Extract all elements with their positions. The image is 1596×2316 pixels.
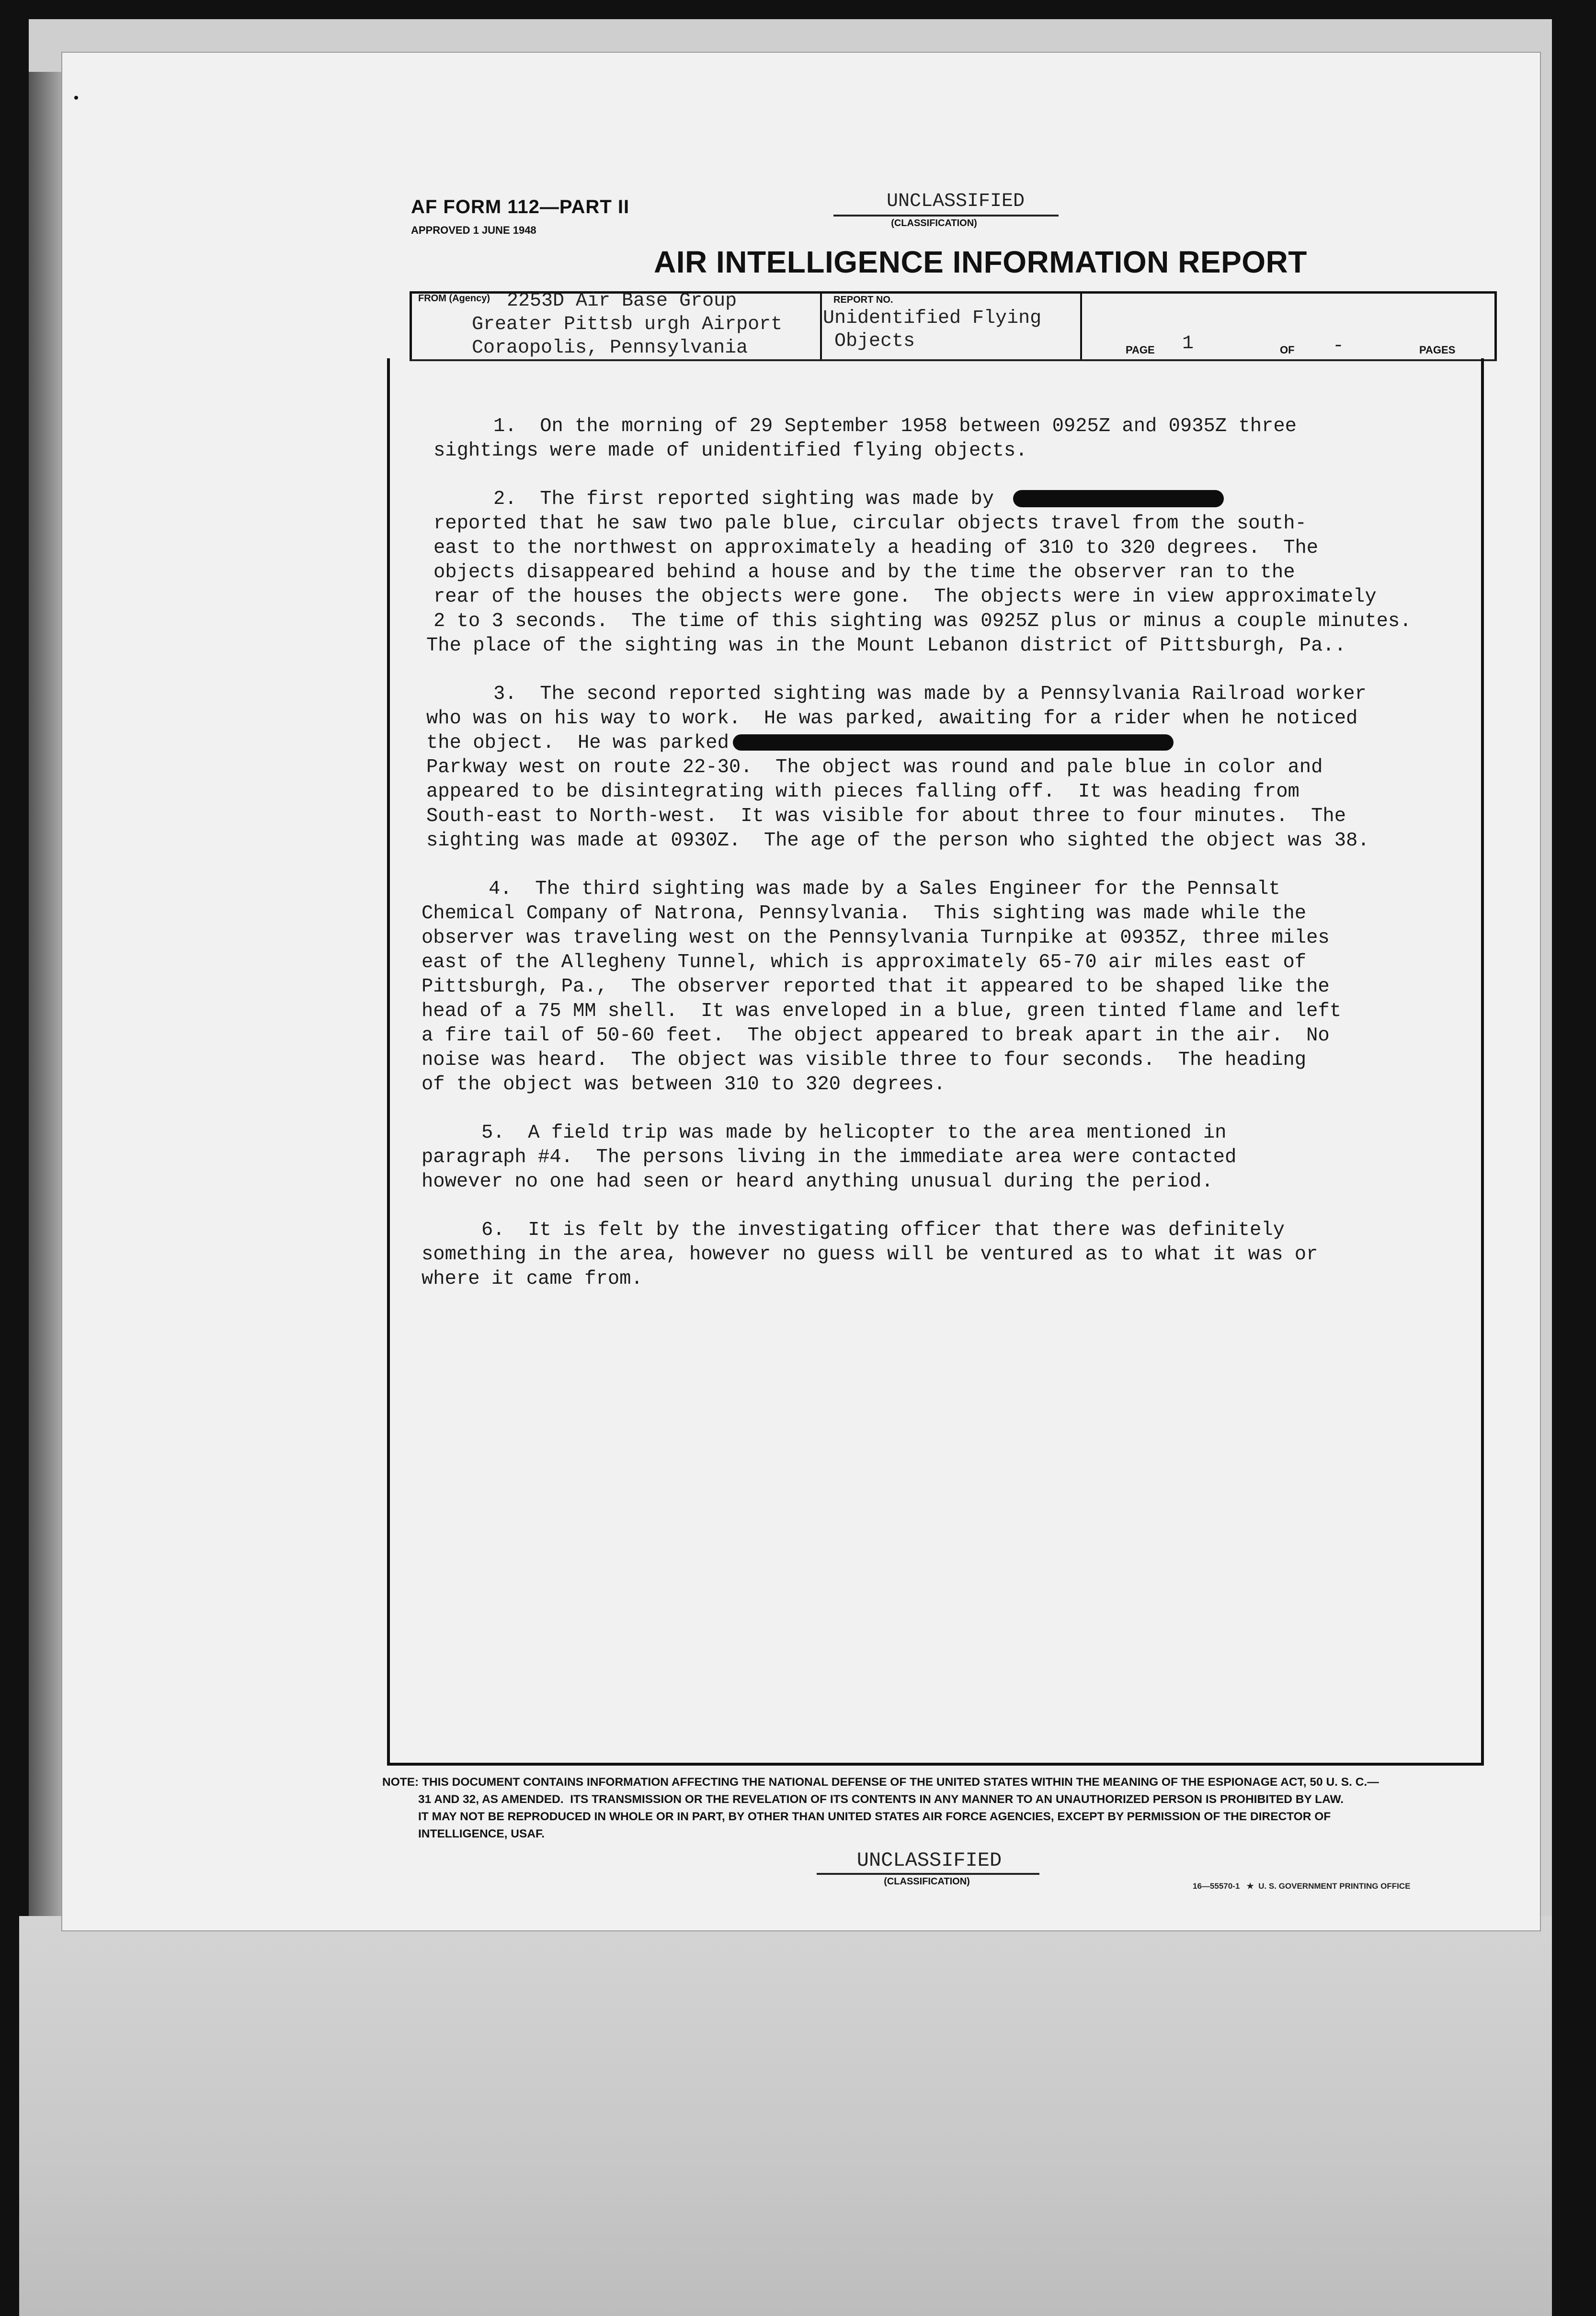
- text-line: of the object was between 310 to 320 degrees.: [422, 1073, 946, 1095]
- report-no-label: REPORT NO.: [833, 295, 893, 305]
- classification-bottom: UNCLASSIFIED: [856, 1849, 1002, 1872]
- note-line: NOTE: THIS DOCUMENT CONTAINS INFORMATION AFFECTING THE NATIONAL DEFENSE OF THE UNITED STATES WITHIN THE MEANING OF THE ESPIONAGE ACT, 50 U. S. C.—: [382, 1776, 1379, 1789]
- paragraph-4: [422, 877, 1475, 1097]
- redaction-bar: [1013, 490, 1224, 507]
- text-line: objects disappeared behind a house and by the time the observer ran to the: [433, 561, 1295, 583]
- text-line: 2. The first reported sighting was made by: [493, 488, 994, 510]
- text-line: 6. It is felt by the investigating officer that there was definitely: [481, 1219, 1285, 1241]
- note-line: IT MAY NOT BE REPRODUCED IN WHOLE OR IN PART, BY OTHER THAN UNITED STATES AIR FORCE AGENCIES, EXCEPT BY PERMISSION OF THE DIRECTOR OF: [418, 1810, 1331, 1823]
- gpo-imprint: 16—55570-1 ★ U. S. GOVERNMENT PRINTING OFFICE: [1193, 1882, 1411, 1891]
- text-line: Pittsburgh, Pa., The observer reported that it appeared to be shaped like the: [422, 976, 1330, 998]
- text-line: reported that he saw two pale blue, circular objects travel from the south-: [433, 513, 1307, 535]
- report-body: [422, 414, 1475, 1315]
- of-value: -: [1333, 335, 1345, 357]
- text-line: sightings were made of unidentified flying objects.: [433, 440, 1027, 462]
- subject-line: Unidentified Flying: [823, 308, 1042, 329]
- note-line: INTELLIGENCE, USAF.: [418, 1827, 545, 1840]
- scan-lower-plate: [19, 1916, 1552, 2316]
- from-label: FROM (Agency): [418, 293, 490, 304]
- classification-bottom-label: (CLASSIFICATION): [884, 1876, 970, 1887]
- form-id: AF FORM 112—PART II: [411, 196, 630, 217]
- classification-top-label: (CLASSIFICATION): [891, 218, 977, 228]
- paragraph-3: [422, 682, 1475, 853]
- classification-top: UNCLASSIFIED: [886, 191, 1025, 212]
- text-line: Parkway west on route 22-30. The object was round and pale blue in color and: [426, 756, 1323, 778]
- redaction-bar: [733, 734, 1174, 751]
- text-line: appeared to be disintegrating with pieces falling off. It was heading from: [426, 781, 1300, 803]
- paragraph-5: [422, 1121, 1475, 1194]
- header-divider: [1080, 292, 1082, 359]
- classification-top-rule: [833, 215, 1059, 217]
- text-line: noise was heard. The object was visible three to four seconds. The heading: [422, 1049, 1307, 1071]
- text-line: the object. He was parked: [426, 732, 729, 754]
- classification-bottom-rule: [817, 1873, 1039, 1875]
- pages-label: PAGES: [1419, 344, 1456, 356]
- text-line: a fire tail of 50-60 feet. The object appeared to break apart in the air. No: [422, 1025, 1330, 1047]
- from-line: 2253D Air Base Group: [507, 290, 737, 312]
- text-line: east of the Allegheny Tunnel, which is approximately 65-70 air miles east of: [422, 951, 1307, 973]
- paragraph-2: [422, 487, 1475, 658]
- paragraph-6: [422, 1218, 1475, 1291]
- text-line: east to the northwest on approximately a heading of 310 to 320 degrees. The: [433, 537, 1319, 559]
- text-line: The place of the sighting was in the Mount Lebanon district of Pittsburgh, Pa..: [426, 635, 1346, 657]
- from-line: Coraopolis, Pennsylvania: [472, 337, 748, 359]
- text-line: sighting was made at 0930Z. The age of the person who sighted the object was 38.: [426, 830, 1369, 852]
- subject-line: Objects: [834, 331, 915, 352]
- text-line: observer was traveling west on the Pennsylvania Turnpike at 0935Z, three miles: [422, 927, 1330, 949]
- text-line: something in the area, however no guess will be ventured as to what it was or: [422, 1244, 1318, 1266]
- page-edge-shadow: [29, 72, 62, 1916]
- text-line: however no one had seen or heard anything unusual during the period.: [422, 1171, 1213, 1193]
- from-line: Greater Pittsb urgh Airport: [472, 314, 783, 335]
- text-line: 3. The second reported sighting was made by a Pennsylvania Railroad worker: [493, 683, 1367, 705]
- of-label: OF: [1280, 344, 1295, 356]
- form-approved-date: APPROVED 1 JUNE 1948: [411, 224, 536, 236]
- text-line: where it came from.: [422, 1268, 643, 1290]
- text-line: 2 to 3 seconds. The time of this sighting was 0925Z plus or minus a couple minutes.: [433, 610, 1412, 632]
- text-line: 4. The third sighting was made by a Sales Engineer for the Pennsalt: [489, 878, 1280, 900]
- paragraph-1: [422, 414, 1475, 463]
- header-divider: [820, 292, 822, 359]
- text-line: 5. A field trip was made by helicopter to the area mentioned in: [481, 1122, 1227, 1144]
- espionage-act-note: [382, 1774, 1489, 1843]
- text-line: Chemical Company of Natrona, Pennsylvania. This sighting was made while the: [422, 902, 1307, 924]
- text-line: head of a 75 MM shell. It was enveloped in a blue, green tinted flame and left: [422, 1000, 1342, 1022]
- note-line: 31 AND 32, AS AMENDED. ITS TRANSMISSION OR THE REVELATION OF ITS CONTENTS IN ANY MANNER TO AN UNAUTHORIZED PERSON IS PROHIBITED BY LAW.: [418, 1793, 1344, 1806]
- page-number: 1: [1182, 333, 1194, 354]
- text-line: rear of the houses the objects were gone. The objects were in view approximately: [433, 586, 1377, 608]
- text-line: 1. On the morning of 29 September 1958 between 0925Z and 0935Z three: [493, 415, 1297, 437]
- punch-mark: [74, 96, 78, 100]
- report-title: AIR INTELLIGENCE INFORMATION REPORT: [654, 245, 1307, 279]
- text-line: who was on his way to work. He was parked, awaiting for a rider when he noticed: [426, 707, 1358, 730]
- text-line: paragraph #4. The persons living in the immediate area were contacted: [422, 1146, 1237, 1168]
- page-label: PAGE: [1126, 344, 1155, 356]
- text-line: South-east to North-west. It was visible for about three to four minutes. The: [426, 805, 1346, 827]
